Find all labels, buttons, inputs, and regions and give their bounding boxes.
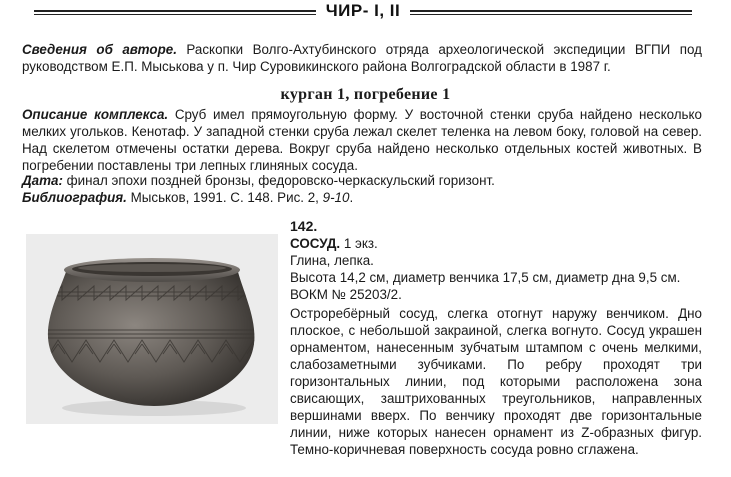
- catalog-title: СОСУД.: [290, 236, 341, 251]
- catalog-entry: [290, 218, 702, 458]
- description-text: Сруб имел прямоугольную форму. У восточной стенки сруба найдено несколько мелких угольков. Кенотаф. У западной стенки сруба лежал скелет теленка на левом боку, головой на север. Над скелетом отмечены остатки дерева. Вокруг сруба найдено несколько отдельных костей животных. В погребении поставлены три лепных глиняных сосуда.: [22, 107, 702, 173]
- catalog-count: 1 экз.: [340, 236, 378, 251]
- dating-label: Дата:: [22, 173, 63, 188]
- bibliography-label: Библиография.: [22, 190, 127, 205]
- vessel-image: [26, 234, 278, 424]
- catalog-description: Остроребёрный сосуд, слегка отогнут наружу венчиком. Дно плоское, с небольшой закраиной, слегка вогнуто. Сосуд украшен орнаментом, нанесенным зубчатым штампом с очень мелкими, слабозаметными зубчиками. По ребру проходят три горизонтальных линии, под которыми расположена зона свисающих, заштрихованных треугольников, направленных вершинами вверх. По венчику проходят две горизонтальные линии, ниже которых нанесен орнамент из Z-образных фигур. Темно-коричневая поверхность сосуда ровно сглажена.: [290, 306, 702, 457]
- page-title: ЧИР- I, II: [325, 1, 401, 20]
- kurgan-heading: курган 1, погребение 1: [280, 86, 451, 103]
- description-paragraph: [22, 106, 702, 174]
- bibliography-paragraph: [22, 189, 702, 206]
- description-label: Описание комплекса.: [22, 107, 169, 122]
- header-rule-left: [34, 10, 316, 15]
- catalog-number: 142.: [290, 218, 318, 234]
- bibliography-end: .: [349, 190, 354, 205]
- catalog-material: Глина, лепка.: [290, 253, 374, 268]
- dating-paragraph: [22, 172, 702, 189]
- catalog-title-line: [290, 235, 702, 252]
- bibliography-text: Мыськов, 1991. С. 148. Рис. 2,: [126, 190, 323, 205]
- catalog-dimensions: Высота 14,2 см, диаметр венчика 17,5 см, диаметр дна 9,5 см.: [290, 270, 681, 285]
- dating-text: финал эпохи поздней бронзы, федоровско-черкаскульский горизонт.: [62, 173, 495, 188]
- author-text: Раскопки Волго-Ахтубинского отряда археологической экспедиции ВГПИ под руководством Е.П. Мыськова у п. Чир Суровикинского района Волгоградской области в 1987 г.: [22, 42, 702, 74]
- catalog-inventory: ВОКМ № 25203/2.: [290, 287, 402, 302]
- vessel-photo: [26, 234, 278, 424]
- header-rule-right: [410, 10, 692, 15]
- author-paragraph: [22, 41, 702, 75]
- bibliography-figs: 9-10: [322, 190, 350, 205]
- author-label: Сведения об авторе.: [22, 42, 177, 57]
